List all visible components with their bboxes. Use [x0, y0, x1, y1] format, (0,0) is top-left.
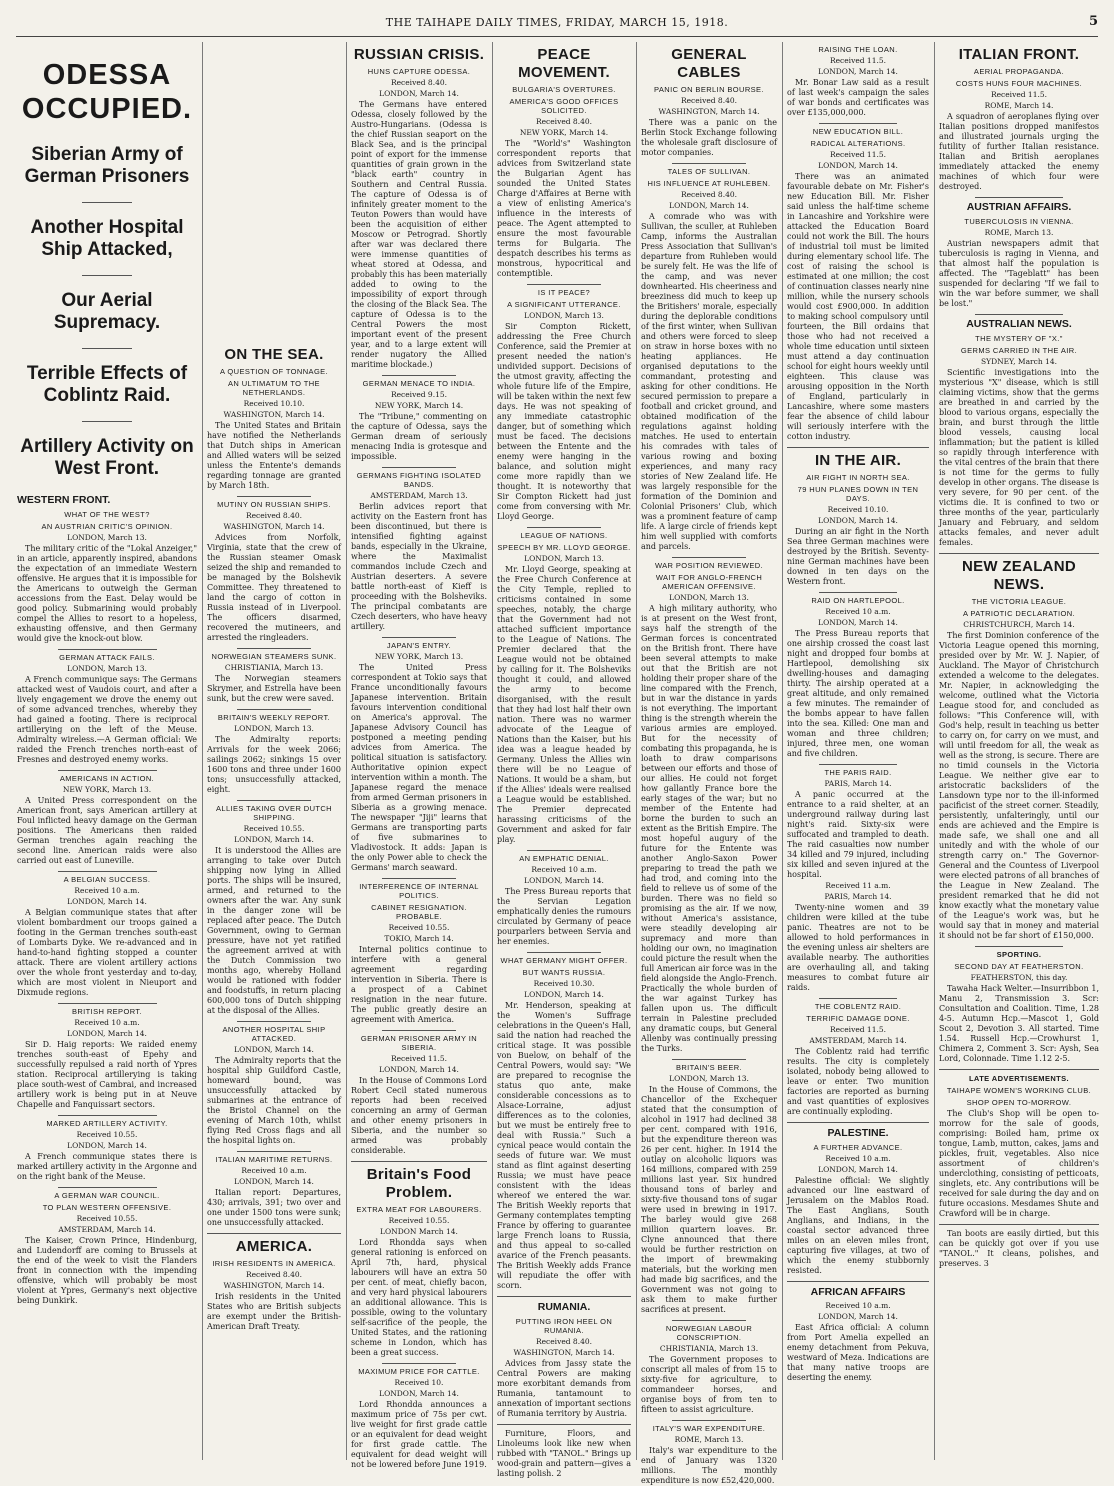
- received-time: Received 10 a.m.: [825, 1154, 891, 1163]
- article-heading: GERMAN ATTACK FAILS.: [59, 653, 155, 662]
- dateline: LONDON, March 13.: [669, 1074, 749, 1083]
- received-time: Received 11.5.: [990, 90, 1048, 99]
- dateline: LONDON, March 13.: [524, 311, 604, 320]
- received-time: Received 8.40.: [245, 511, 303, 520]
- article-body: A high military authority, who is at present on the West front, says half the strength of the German forces is concentrated on the British front. There have been several attempts to make out that the British are not holding their proper share of the line compared with the French, but in war the distance in yards is not everything. The important thing is the strength wherein the various armies are employed. But for the necessity of combating this propaganda, he is loath to draw comparisons between our efforts and those of our allies. He could not forget how gallantly France bore the early stages of the war; but no member of the Entente had borne the burden to such an extent as the British Empire. The most hopeful augury of the future for the Entente was another Anglo-Saxon Power preparing to tread the path we had trod, and coming into the field to relieve us of some of the burden. There was no field so promising as the air. If we now, without America's assistance, were steadily developing air supremacy and more than holding our own, no imagination could picture the result when the full American air force was in the field alongside the Anglo-French. Practically the whole burden of the war against Turkey has fallen upon us. The difficult terrain in Palestine precluded any dramatic coups, but General Allenby was continually pressing the Turks.: [641, 604, 777, 1053]
- article: [17, 1007, 197, 1110]
- article-heading: AMERICANS IN ACTION.: [59, 774, 155, 783]
- section-heading: NEW ZEALAND NEWS.: [961, 558, 1077, 593]
- article: [497, 288, 631, 522]
- received-time: Received 10.10.: [243, 399, 305, 408]
- dateline: AMSTERDAM, March 13.: [370, 491, 468, 500]
- dateline: LONDON, March 13.: [669, 593, 749, 602]
- received-time: Received 11 a.m.: [825, 881, 891, 890]
- section-heading: AUSTRIAN AFFAIRS.: [966, 201, 1072, 213]
- article-body: The Club's Shop will be open to-morrow for the sale of goods, comprising: Boiled ham, prime ox tongue, Lamb, mutton, cakes, jams and pickles, fruit, vegetables. Also nice assortment of children's underclothing, consisting of petticoats, singlets, etc. Any contributions will be received for sale during the day and on future occasions. Mesdames Shute and Crawford will be in charge.: [939, 1109, 1099, 1218]
- section-heading: AMERICA.: [235, 1238, 313, 1255]
- article-heading: TALES OF SULLIVAN.: [667, 167, 751, 176]
- article: [641, 85, 777, 158]
- received-time: Received 10 a.m.: [531, 865, 597, 874]
- article-heading: NEW EDUCATION BILL.: [812, 127, 904, 136]
- article-body: The "Tribune," commenting on the capture of Odessa, says the German dream of seriously menacing India is grotesque and impossible.: [351, 412, 487, 461]
- article-heading: AERIAL PROPAGANDA.: [973, 67, 1065, 76]
- received-time: Received 10.55.: [76, 1130, 138, 1139]
- article-heading: WHAT OF THE WEST?: [64, 510, 150, 519]
- article: [17, 774, 197, 866]
- article: [939, 67, 1099, 192]
- article: [207, 804, 341, 1016]
- article-heading: A BELGIAN SUCCESS.: [63, 875, 151, 884]
- dateline: LONDON, March 13.: [67, 664, 147, 673]
- article-heading: IS IT PEACE?: [537, 288, 591, 297]
- article-heading: MARKED ARTILLERY ACTIVITY.: [46, 1119, 168, 1128]
- received-time: Received 10.55.: [76, 1214, 138, 1223]
- section-heading: AUSTRALIAN NEWS.: [966, 318, 1072, 330]
- received-time: Received 11.5.: [829, 1025, 887, 1034]
- article-body: The first Dominion conference of the Victoria League opened this morning, presided over by Mr. W. J. Napier, of Auckland. The Mayor of Christchurch extended a welcome to the delegates. Mr. Napier, in acknowledging the welcome, outlined what the Victoria League stood for, and concluded as follows: "This Conference will, with God's help, result in teaching us better to carry on, for carry on we must, and will until freedom for all, the weak as well as the strong, is secure. There are no timid counsels in the Victoria League. We neither give ear to aristocratic backsliders of the Lansdown type nor to the ill-informed pacificist of the street corner. Steadily, persistently, unfalteringly, until our ends are achieved and the Empire is made safe, we shall one and all unitedly and with the whole of our strength carry on." The Governor-General and the Countess of Liverpool were elected patrons of all branches of the League in New Zealand. The president remarked that he did not know exactly what the monetary value of the League's work was, but he would say that in money and material it should not be far short of £150,000.: [939, 631, 1099, 940]
- article-heading: A QUESTION OF TONNAGE.: [219, 367, 329, 376]
- article-body: The Press Bureau reports that one airship crossed the coast last night and dropped four bombs at Hartlepool, demolishing six dwelling-houses and damaging thirty. The airship operated at a great altitude, and only remained a few minutes. The remainder of the bombs appear to have fallen into the sea. Killed: One man and woman and three children; injured, three men, one woman and five children.: [787, 629, 929, 758]
- article-body: In the House of Commons Lord Robert Cecil stated numerous reports had been received concerning an army of German and other enemy prisoners in Siberia, and the number so armed was probably considerable.: [351, 1076, 487, 1155]
- dateline: NEW YORK, March 14.: [374, 401, 464, 410]
- dateline: PARIS, March 14.: [824, 779, 892, 788]
- article-heading: BRITAIN'S BEER.: [675, 1063, 743, 1072]
- article-heading: BULGARIA'S OVERTURES.: [512, 85, 616, 94]
- article-body: Scientific investigations into the mysterious "X" disease, which is still claiming victims, show that the germs are breathed in and carried by the blood to various organs, especially the brain, and burst through the little blood vessels, causing local inflammation; but the patient is killed so rapidly through interference with the vital centres of the brain that there is not time for the germs to fully develop in other organs. The disease is very severe, for 90 per cent. of the victims die. It is confined to two or three months of the year, particularly January and February, and seldom attacks females, and never adult females.: [939, 368, 1099, 547]
- article-body: A comrade who was with Sullivan, the sculler, at Ruhleben Camp, informs the Australian Press Association that Sullivan's departure from Ruhleben would be surely felt. He was the life of the camp, and was never downhearted. His cheeriness and breeziness did much to keep up the Britishers' morale, especially during the deplorable conditions of the first winter, when Sullivan and others were forced to sleep on straw in horse boxes with no heating appliances. He organised deputations to the commandant, protesting and asking for other conditions. He secured permission to prepare a football and cricket ground, and obtained modification of the regulations against holding matches. He used to entertain his comrades with tales of various rowing and boxing experiences, and many racy stories of New Zealand life. He was largely responsible for the formation of the Dominion and Colonial Prisoners' Club, which was a prominent feature of camp life. A large circle of friends kept him well supplied with comforts and parcels.: [641, 212, 777, 551]
- dateline: TOKIO, March 14.: [384, 934, 454, 943]
- article-body: A Belgian communique states that after violent bombardment our troops gained a footing in the German trenches south-east of Lombarts Dyke. We re-advanced and in hand-to-hand fighting stopped a counter attack. There are violent artillery actions over the whole front yesterday and to-day, which are most violent in Nieuport and Dixmude regions.: [17, 908, 197, 997]
- received-time: Received 10.30.: [533, 979, 595, 988]
- dateline: LONDON, March 14.: [818, 1312, 898, 1321]
- article: [939, 962, 1099, 1064]
- received-time: Received 10 a.m.: [74, 1018, 140, 1027]
- advertisement: Furniture, Floors, and Linoleums look like new when rubbed with "TANOL." Brings up wood-grain and pattern—gives a lasting polish. 2: [497, 1429, 631, 1478]
- article-heading: INTERFERENCE OF INTERNAL POLITICS.: [359, 882, 479, 900]
- article-body: East Africa official: A column from Port Amelia expelled an enemy detachment from Pekuva, westward of Meza. Indications are that many native troops are deserting the enemy.: [787, 1323, 929, 1382]
- dateline: AMSTERDAM, March 14.: [58, 1225, 156, 1234]
- dateline: LONDON, March 14.: [379, 1065, 459, 1074]
- received-time: Received 10 a.m.: [825, 607, 891, 616]
- article-body: It is understood the Allies are arranging to take over Dutch shipping now lying in Allied ports. The ships will be insured, armed, and returned to the owners after the war. Any sunk in the danger zone will be replaced after peace. The Dutch Government, owing to German pressure, have not yet ratified the agreement arrived at with the Dutch Commission two months ago, whereby Holland would be rationed with fodder and foodstuffs, in return placing 600,000 tons of Dutch shipping at the disposal of the Allies.: [207, 846, 341, 1015]
- article: [787, 1143, 929, 1276]
- article-body: Mr. Lloyd George, speaking at the Free Church Conference at the City Temple, replied to criticisms contained in some speeches, notably, the charge that the Government had not attached sufficient importance to the League of Nations. The Premier declared that the League would not be obtained by calling for it. The Bolsheviks thought it could, and allowed the army to become disorganised, with the result that they had lost half their own nation. There was no warmer advocate of the League of Nations than the Kaiser, but his idea was a league headed by Germany. Unless the Allies win there will be no League of Nations. It would be a sham, but if the Allies' ideals were realised a League would be established. The Premier deprecated harassing criticisms of the Government and asked for fair play.: [497, 565, 631, 844]
- article-body: Lord Rhondda says when general rationing is enforced on April 7th, hard, physical labourers will have an extra 50 per cent. of meat, chiefly bacon, and very hard physical labourers an additional allowance. This is possible, owing to the voluntary self-sacrifice of the people, the United States, and the rationing scheme in London, which has been a great success.: [351, 1238, 487, 1357]
- column-5: [638, 42, 780, 1485]
- article-heading: AN EMPHATIC DENIAL.: [519, 854, 609, 863]
- masthead: [16, 14, 1098, 37]
- article-subheading: BUT WANTS RUSSIA.: [522, 968, 606, 977]
- article-body: During an air fight in the North Sea three German machines were destroyed by the British. Seventy-nine German machines have been downed in ten days on the Western front.: [787, 527, 929, 586]
- section-heading: AFRICAN AFFAIRS: [810, 1286, 906, 1298]
- article-subheading: AMERICA'S GOOD OFFICES SOLICITED.: [509, 97, 619, 115]
- article: [497, 85, 631, 279]
- dateline: LONDON, March 14.: [67, 1141, 147, 1150]
- article-heading: RAID ON HARTLEPOOL.: [811, 596, 905, 605]
- dateline: LONDON, March 14.: [67, 897, 147, 906]
- article: [351, 1205, 487, 1358]
- article-heading: THE VICTORIA LEAGUE.: [971, 597, 1067, 606]
- dateline: CHRISTIANIA, March 13.: [224, 663, 324, 672]
- article-body: There was a panic on the Berlin Stock Exchange following the wholesale graft disclosure of motor companies.: [641, 118, 777, 157]
- article-heading: HUNS CAPTURE ODESSA.: [367, 67, 471, 76]
- section-heading: RUSSIAN CRISIS.: [353, 46, 485, 63]
- column-1: [14, 42, 200, 1460]
- article-body: Advices from Norfolk, Virginia, state that the crew of the Russian steamer Omask seized the ship and remanded to be managed by the Bolshevik Committee. They threatened to land the cargo of cotton in Russia instead of in Liverpool. The officers disarmed, recovered the mutineers, and arrested the ringleaders.: [207, 533, 341, 642]
- dateline: LONDON, March 14.: [818, 161, 898, 170]
- section-heading: IN THE AIR.: [814, 452, 902, 469]
- column-3: [348, 42, 490, 1469]
- article: [351, 471, 487, 632]
- article-body: Berlin advices report that activity on the Eastern front has been discontinued, but there is intensified fighting against bands, especially in the Ukraine, where the Maximalist commandos include Czech and Austrian deserters. A severe battle north-east of Kieff is proceeding with the Bolsheviks. The principal combatants are Czech deserters, who have heavy artillery.: [351, 502, 487, 631]
- article: [641, 1324, 777, 1415]
- article-subheading: HIS INFLUENCE AT RUHLEBEN.: [647, 179, 771, 188]
- article-heading: JAPAN'S ENTRY.: [386, 641, 452, 650]
- article-body: The Norwegian steamers Skrymer, and Estrella have been sunk, but the crew were saved.: [207, 674, 341, 703]
- article-heading: IRISH RESIDENTS IN AMERICA.: [212, 1259, 336, 1268]
- article: [787, 473, 929, 587]
- dateline: WASHINGTON, March 14.: [658, 107, 760, 116]
- article-body: Twenty-nine women and 39 children were killed at the tube panic. Theatres are not to be allowed to hold performances in the evening unless air shelters are available nearby. The authorities are overhauling all, and taking measures to combat future air raids.: [787, 903, 929, 992]
- article: [787, 1002, 929, 1117]
- received-time: Received 8.40.: [535, 117, 593, 126]
- article: [207, 500, 341, 643]
- article: [351, 1367, 487, 1470]
- article: [207, 1155, 341, 1228]
- article: [351, 67, 487, 370]
- lead-subheadline: Terrible Effects of Coblintz Raid.: [26, 363, 188, 406]
- article-body: The Germans have entered Odessa, closely followed by the Austro-Hungarians. (Odessa is the chief Russian seaport on the Black Sea, and is the principal point of export for the immense quantities of grain grown in the "black earth" country in Southern and Central Russia. The capture of Odessa is of infinitely greater moment to the Teuton Powers than would have been the acquisition of either Moscow or Petrograd. Shortly after war was declared there were immense quantities of wheat stored at Odessa, and probably this has been materially added to owing to the impossibility of export through the closing of the Black Sea. The capture of Odessa is to the Central Powers the most important event of the present year, and to a large extent will render nugatory the Allied maritime blockade.): [351, 100, 487, 369]
- lead-headline: ODESSA OCCUPIED.: [21, 59, 193, 125]
- article-heading: WAR POSITION REVIEWED.: [654, 561, 764, 570]
- article-body: The Admiralty reports that the hospital ship Guildford Castle, homeward bound, was unsuccessfully attacked by submarines at the entrance of the Bristol Channel on the evening of March 10th, whilst flying Red Cross flags and all the hospital lights on.: [207, 1056, 341, 1145]
- dateline: ROME, March 13.: [984, 228, 1054, 237]
- article-subheading: WAIT FOR ANGLO-FRENCH AMERICAN OFFENSIVE.: [655, 573, 763, 591]
- received-time: Received 10.10.: [827, 505, 889, 514]
- article: [497, 531, 631, 845]
- article-body: Advices from Jassy state the Central Powers are making more exorbitant demands from Rumania, tantamount to annexation of important sections of Rumania territory by Austria.: [497, 1359, 631, 1418]
- article: [939, 217, 1099, 309]
- article-subheading: AN AUSTRIAN CRITIC'S OPINION.: [41, 522, 173, 531]
- article-subheading: TO PLAN WESTERN OFFENSIVE.: [42, 1203, 172, 1212]
- article-body: There was an animated favourable debate on Mr. Fisher's new Education Bill. Mr. Fisher said unless the half-time scheme in Lancashire and Yorkshire were attacked the Education Board could not work the Bill. The hours of industrial toil must be limited during elementary school life. The cost of raising the school is estimated at one million; the cost of continuation classes nearly nine million, while the nursery schools would cost £900,000. In addition to making school compulsory until fourteen, the Bill ordains that those who had not received a whole time education until sixteen must attend a day continuation school for eight hours weekly until eighteen. This clause was arousing opposition in the North of England, particularly in Lancashire, where some masters fear the absence of child labour will seriously interfere with the cotton industry.: [787, 172, 929, 441]
- article-heading: EXTRA MEAT FOR LABOURERS.: [356, 1205, 482, 1214]
- section-heading: Britain's Food Problem.: [366, 1166, 472, 1201]
- dateline: FEATHERSTON, this day.: [970, 973, 1068, 982]
- dateline: LONDON, March 14.: [379, 89, 459, 98]
- article: [787, 45, 929, 118]
- received-time: Received 9.15.: [390, 390, 448, 399]
- section-heading: PEACE MOVEMENT.: [518, 46, 610, 81]
- article: [641, 1063, 777, 1315]
- article: [17, 1191, 197, 1306]
- article-subheading: AN ULTIMATUM TO THE NETHERLANDS.: [228, 379, 320, 397]
- article: [207, 1025, 341, 1146]
- article-heading: ALLIES TAKING OVER DUTCH SHIPPING.: [215, 804, 332, 822]
- dateline: LONDON, March 14.: [818, 1165, 898, 1174]
- received-time: Received 10 a.m.: [825, 1301, 891, 1310]
- section-heading: GENERAL CABLES: [671, 46, 747, 81]
- dateline: LONDON, March 14.: [234, 1177, 314, 1186]
- article-body: The Admiralty reports: Arrivals for the week 2066; sailings 2062; sinkings 15 over 1600 tons and three under 1600 tons; unsuccessfully attacked, eight.: [207, 735, 341, 794]
- dateline: LONDON, March 14.: [669, 201, 749, 210]
- dateline: LONDON, March 14.: [818, 516, 898, 525]
- received-time: Received 8.40.: [680, 190, 738, 199]
- article-body: A squadron of aeroplanes flying over Italian positions dropped manifestos and illustrated journals urging the futility of further Italian resistance. Italian and British aeroplanes immediately attacked the enemy machines of which four were destroyed.: [939, 112, 1099, 191]
- article-body: Lord Rhondda announces a maximum price of 75s per cwt. live weight for first grade cattle or an equivalent for dead weight for first grade cattle. The equivalent for dead weight will not be lowered before June 1919.: [351, 1400, 487, 1469]
- article-heading: A FURTHER ADVANCE.: [813, 1143, 903, 1152]
- article-body: Italian report: Departures, 430; arrivals, 391; two over and one under 1500 tons were sunk; one unsuccessfully attacked.: [207, 1188, 341, 1227]
- dateline: LONDON, March 14.: [524, 990, 604, 999]
- article-subheading: SPEECH BY MR. LLOYD GEORGE.: [497, 543, 631, 552]
- dateline: LONDON, March 14.: [67, 1029, 147, 1038]
- dateline: SYDNEY, March 14.: [981, 357, 1057, 366]
- article-heading: PANIC ON BERLIN BOURSE.: [654, 85, 764, 94]
- article-heading: A GERMAN WAR COUNCIL.: [54, 1191, 160, 1200]
- dateline: LONDON, March 13.: [67, 533, 147, 542]
- dateline: LONDON March 14.: [380, 1227, 458, 1236]
- article-body: A panic occurred at the entrance to a raid shelter, at an underground railway during last night's raid. Sixty-six were suffocated and trampled to death. The raid casualties now number 34 killed and 79 injured, including six killed and seven injured at the hospital.: [787, 790, 929, 879]
- received-time: Received 10 a.m.: [74, 886, 140, 895]
- article-body: The United Press correspondent at Tokio says that France unconditionally favours Japanese intervention. Britain favours intervention conditional on America's approval. The Japanese Advisory Council has postponed a meeting pending advices from America. The political situation is satisfactory. Authoritative opinion expect intervention within a month. The Japanese regard the menace from armed German prisoners in Siberia as a growing menace. The newspaper "Jiji" learns that Germans are transporting parts of five submarines to Vladivostock. It adds: Japan is the only Power able to check the Germans' march seaward.: [351, 663, 487, 872]
- article-heading: TAIHAPE WOMEN'S WORKING CLUB.: [946, 1086, 1092, 1095]
- article: [207, 652, 341, 704]
- dateline: LONDON, March 14.: [818, 67, 898, 76]
- article-subheading: RADICAL ALTERATIONS.: [810, 139, 906, 148]
- article-heading: RAISING THE LOAN.: [818, 45, 898, 54]
- article: [17, 653, 197, 765]
- received-time: Received 8.40.: [535, 1337, 593, 1346]
- article-heading: MAXIMUM PRICE FOR CATTLE.: [358, 1367, 480, 1376]
- article: [351, 1034, 487, 1156]
- dateline: LONDON, March 14.: [524, 876, 604, 885]
- article-body: The "World's" Washington correspondent reports that advices from Switzerland state the Bulgarian Agent has sounded the United States Charge d'Affaires at Berne with a view of enlisting America's influence in the interests of peace. The Agent attempted to ensure the most favourable terms for Bulgaria. The despatch describes his terms as monstrous, hypocritical and contemptible.: [497, 139, 631, 278]
- article-subheading: TERRIFIC DAMAGE DONE.: [806, 1014, 910, 1023]
- dateline: CHRISTCHURCH, March 14.: [963, 620, 1075, 629]
- received-time: Received 10.: [394, 1378, 444, 1387]
- article-body: Tawaha Hack Welter.—Insurribbon 1, Manu 2, Transmission 3. Scr: Consultation and Coalition. Time, 1.28 4-5. Autumn Hcp.—Mascot 1, Gold Scout 2, Devotion 3. All started. Time 1.54. Russell Hcp.—Crowhurst 1, Chimera 2, Comment 3. Scr: Aysh, Sea Lord, Colonnade. Time 1.12 2-5.: [939, 984, 1099, 1063]
- article-subheading: A PATRIOTIC DECLARATION.: [962, 609, 1076, 618]
- article-subheading: GERMS CARRIED IN THE AIR.: [960, 346, 1078, 355]
- article-heading: LEAGUE OF NATIONS.: [520, 531, 608, 540]
- article: [17, 510, 197, 644]
- article-heading: THE MYSTERY OF "X.": [975, 334, 1063, 343]
- dateline: CHRISTIANIA, March 13.: [659, 1344, 759, 1353]
- dateline: ROME, March 13.: [674, 1435, 744, 1444]
- article-body: The Kaiser, Crown Prince, Hindenburg, and Ludendorff are coming to Brussels at the end of the week to visit the Flanders front in connection with the impending offensive, which will probably be most violent at Ypres, Germany's next objective being Dunkirk.: [17, 1236, 197, 1305]
- article-body: A French communique says: The Germans attacked west of Vaudois court, and after a lively engagement we drove the enemy out of some advanced trenches, whereby they had gained a footing. There is reciprocal artillerying on the left of the Meuse. Admiralty wireless.—A German official: We raided the French trenches north-east of Fresnes and destroyed enemy works.: [17, 675, 197, 764]
- article-body: Sir D. Haig reports: We raided enemy trenches south-east of Epehy and successfully repulsed a raid north of Ypres station. Reciprocal artillerying is taking place south-west of Cambrai, and increased artillery work is being put in at Neuve Chapelle and Fanquissart sectors.: [17, 1040, 197, 1109]
- advertisement: Tan boots are easily dirtied, but this can be quickly got over if you use "TANOL." It cleans, polishes, and preserves. 3: [939, 1229, 1099, 1268]
- article-body: Sir Compton Rickett, addressing the Free Church Conference, said the Premier at present needed the nation's undivided support. Decisions of the utmost gravity, affecting the whole future life of the Empire, will be taken within the next few days. He was not speaking of any immediate catastrophic danger, but of something which must be faced. The decisions between the Entente and the enemy were hanging in the balance, and solution might come more rapidly than we thought. It is noteworthy that Sir Compton Rickett had just come from conversing with Mr. Lloyd George.: [497, 322, 631, 521]
- article: [641, 561, 777, 1054]
- dateline: ROME, March 14.: [984, 101, 1054, 110]
- article-body: Austrian newspapers admit that tuberculosis is raging in Vienna, and that almost half the population is affected. The "Tageblatt" has been suspended for declaring "If we fail to win the war before summer, we shall be lost.": [939, 239, 1099, 308]
- lead-subheadline: Our Aerial Supremacy.: [53, 290, 161, 333]
- dateline: NEW YORK, March 13.: [62, 785, 152, 794]
- received-time: Received 11.5.: [829, 56, 887, 65]
- article-body: Irish residents in the United States who are British subjects are exempt under the British-American Draft Treaty.: [207, 1292, 341, 1331]
- dateline: LONDON, March 14.: [234, 1045, 314, 1054]
- column-4: [494, 42, 634, 1478]
- article: [641, 167, 777, 552]
- article-heading: AIR FIGHT IN NORTH SEA.: [806, 473, 910, 482]
- article-body: The Government proposes to conscript all males of from 15 to sixty-five for agriculture, to commandeer horses, and organise boys of from ten to fifteen to assist agriculture.: [641, 1355, 777, 1414]
- lead-headlines: [17, 58, 197, 480]
- article-body: Mr. Bonar Law said as a result of last week's campaign the sales of war bonds and certificates was over £135,000,000.: [787, 78, 929, 117]
- column-6: [784, 42, 932, 1460]
- article: [641, 1424, 777, 1486]
- article: [787, 1301, 929, 1383]
- article-body: The Coblentz raid had terrific results. The city is completely isolated, nobody being allowed to leave or enter. Two munition factories are reported as burning and vast quantities of explosives are continually exploding.: [787, 1047, 929, 1116]
- dateline: WASHINGTON, March 14.: [223, 522, 325, 531]
- article: [939, 597, 1099, 941]
- received-time: Received 8.40.: [390, 78, 448, 87]
- dateline: LONDON, March 14.: [379, 1389, 459, 1398]
- article-body: A United Press correspondent on the American front, says American artillery at Foul inflicted heavy damage on the German positions. The Americans then raided German trenches again reaching the second line. American raids were also carried out east of Luneville.: [17, 796, 197, 865]
- article: [497, 854, 631, 947]
- article: [497, 956, 631, 1291]
- article-body: Italy's war expenditure to the end of January was 1320 millions. The monthly expenditure is now £52,420,000.: [641, 1446, 777, 1485]
- article-heading: MUTINY ON RUSSIAN SHIPS.: [217, 500, 331, 509]
- dateline: WASHINGTON, March 14.: [513, 1348, 615, 1357]
- article: [207, 367, 341, 491]
- article-subheading: 79 HUN PLANES DOWN IN TEN DAYS.: [797, 485, 919, 503]
- masthead-title: THE TAIHAPE DAILY TIMES, FRIDAY, MARCH 15, 1918.: [385, 16, 729, 29]
- article: [787, 596, 929, 759]
- article: [17, 875, 197, 998]
- dateline: WASHINGTON, March 14.: [223, 1281, 325, 1290]
- article-heading: BRITISH REPORT.: [71, 1007, 143, 1016]
- received-time: Received 10.55.: [243, 824, 305, 833]
- received-time: Received 8.40.: [680, 96, 738, 105]
- article-subheading: SHOP OPEN TO-MORROW.: [966, 1098, 1072, 1107]
- article-heading: GERMAN MENACE TO INDIA.: [362, 379, 476, 388]
- article-body: In the House of Commons, the Chancellor of the Exchequer stated that the consumption of alcohol in 1917 had declined 38 per cent. compared with 1916, but the expenditure thereon was 26 per cent. higher. In 1914 the outlay on alcoholic liquors was 164 millions, compared with 259 millions last year. Six hundred thousand tons of barley and sixty-five thousand tons of sugar were used in brewing in 1917. The barley would give 268 million quartern loaves. Br. Clyne announced that there would be further restriction on the import of brewmaking materials, but the working men had made big sacrifices, and the Government was not going to ask them to make further sacrifices at present.: [641, 1085, 777, 1314]
- dateline: LONDON, March 14.: [234, 835, 314, 844]
- dateline: LONDON, March 13.: [234, 724, 314, 733]
- article-subheading: CABINET RESIGNATION. PROBABLE.: [371, 903, 467, 921]
- article: [787, 768, 929, 993]
- received-time: Received 8.40.: [245, 1270, 303, 1279]
- article-body: Internal politics continue to interfere with a general agreement regarding intervention in Siberia. There is a prospect of a Cabinet resignation in the near future. The public greatly desire an agreement with America.: [351, 945, 487, 1024]
- article-heading: THE COBLENTZ RAID.: [814, 1002, 902, 1011]
- column-7: [936, 42, 1102, 1460]
- lead-subheadline: Another Hospital Ship Attacked,: [30, 217, 184, 260]
- article-heading: SECOND DAY AT FEATHERSTON.: [954, 962, 1084, 971]
- section-heading: SPORTING.: [996, 950, 1042, 959]
- dateline: NEW YORK, March 14.: [519, 128, 609, 137]
- article-subheading: COSTS HUNS FOUR MACHINES.: [955, 79, 1083, 88]
- dateline: NEW YORK, March 13.: [374, 652, 464, 661]
- received-time: Received 11.5.: [829, 150, 887, 159]
- article-heading: ANOTHER HOSPITAL SHIP ATTACKED.: [222, 1025, 326, 1043]
- article: [207, 713, 341, 795]
- received-time: Received 10 a.m.: [241, 1166, 307, 1175]
- section-heading: PALESTINE.: [827, 1127, 889, 1139]
- article: [497, 1317, 631, 1419]
- article: [207, 1259, 341, 1332]
- dateline: WASHINGTON, March 14.: [223, 410, 325, 419]
- article-heading: ITALY'S WAR EXPENDITURE.: [652, 1424, 766, 1433]
- article: [939, 334, 1099, 548]
- section-heading: RUMANIA.: [537, 1301, 591, 1313]
- article: [787, 127, 929, 442]
- article: [17, 1119, 197, 1182]
- article: [351, 379, 487, 462]
- article-heading: NORWEGIAN LABOUR CONSCRIPTION.: [665, 1324, 753, 1342]
- received-time: Received 10.55.: [388, 1216, 450, 1225]
- dateline: PARIS, March 14.: [824, 892, 892, 901]
- dateline: AMSTERDAM, March 14.: [809, 1036, 907, 1045]
- received-time: Received 11.5.: [390, 1054, 448, 1063]
- article: [351, 641, 487, 873]
- section-heading: ITALIAN FRONT.: [958, 46, 1080, 63]
- article-body: The military critic of the "Lokal Anzeiger," in an article, apparently inspired, abandons the expectation of an immediate Western offensive. He argues that it is impossible for the Americans to outweigh the German accessions from the East. Delay would be good policy. Submarining would probably compel the Allies to resort to a hopeless, exhausting offensive, and then Germany would give the knock-out blow.: [17, 544, 197, 643]
- section-heading: LATE ADVERTISEMENTS.: [968, 1074, 1070, 1083]
- article-heading: WHAT GERMANY MIGHT OFFER.: [500, 956, 628, 965]
- article-body: Mr. Henderson, speaking at the Women's Suffrage celebrations in the Queen's Hall, said the nation had reached the critical stage. It was possible von Buelow, on behalf of the Central Powers, would say: "We are prepared to recognise the status quo ante, make considerable concessions as to Alsace-Lorraine, adjust differences as to the colonies, but we must be entirely free to deal with Russia." Such a cynical peace would contain the seeds of future war. We must stand as flint against deserting Russia; we must have peace consistent with the ideas whereof we entered the war. The British Weekly reports that Germany contemplates tempting France by offering to guarantee large French loans to Russia, and thus appeal to so-called avarice of the French peasants. The British Weekly adds France will repudiate the offer with scorn.: [497, 1001, 631, 1290]
- page-number: 5: [1088, 14, 1098, 29]
- article-heading: THE PARIS RAID.: [824, 768, 892, 777]
- received-time: Received 10.55.: [388, 923, 450, 932]
- section-heading: ON THE SEA.: [224, 346, 324, 363]
- article-heading: PUTTING IRON HEEL ON RUMANIA.: [515, 1317, 613, 1335]
- article-body: The Press Bureau reports that the Servian Legation emphatically denies the rumours circulated by Germany of peace pourparlers between Servia and her enemies.: [497, 887, 631, 946]
- article: [351, 882, 487, 1025]
- article-heading: NORWEGIAN STEAMERS SUNK.: [211, 652, 337, 661]
- article-heading: TUBERCULOSIS IN VIENNA.: [964, 217, 1074, 226]
- article-heading: ITALIAN MARITIME RETURNS.: [215, 1155, 333, 1164]
- article-body: Palestine official: We slightly advanced our line eastward of Jerusalem on the Mablos Road. The East Anglians, South Anglians, and Indians, in the coastal sector advanced three miles on an eleven miles front, capturing five villages, at two of which the enemy stubbornly resisted.: [787, 1176, 929, 1275]
- article-subheading: A SIGNIFICANT UTTERANCE.: [507, 300, 621, 309]
- article-body: The United States and Britain have notified the Netherlands that Dutch ships in American and Allied waters will be seized unless the Entente's demands regarding tonnage are granted by March 18th.: [207, 421, 341, 490]
- article-heading: BRITAIN'S WEEKLY REPORT.: [217, 713, 331, 722]
- article-body: A French communique states there is marked artillery activity in the Argonne and on the right bank of the Meuse.: [17, 1152, 197, 1181]
- lead-subheadline: Artillery Activity on West Front.: [20, 436, 194, 479]
- article: [939, 1086, 1099, 1219]
- article-heading: GERMAN PRISONER ARMY IN SIBERIA.: [360, 1034, 478, 1052]
- dateline: LONDON, March 14.: [818, 618, 898, 627]
- section-heading: WESTERN FRONT.: [17, 494, 111, 506]
- dateline: LONDON, March 13.: [524, 554, 604, 563]
- article-heading: GERMANS FIGHTING ISOLATED BANDS.: [356, 471, 482, 489]
- column-2: [204, 42, 344, 1460]
- lead-subheadline: Siberian Army of German Prisoners: [24, 144, 190, 187]
